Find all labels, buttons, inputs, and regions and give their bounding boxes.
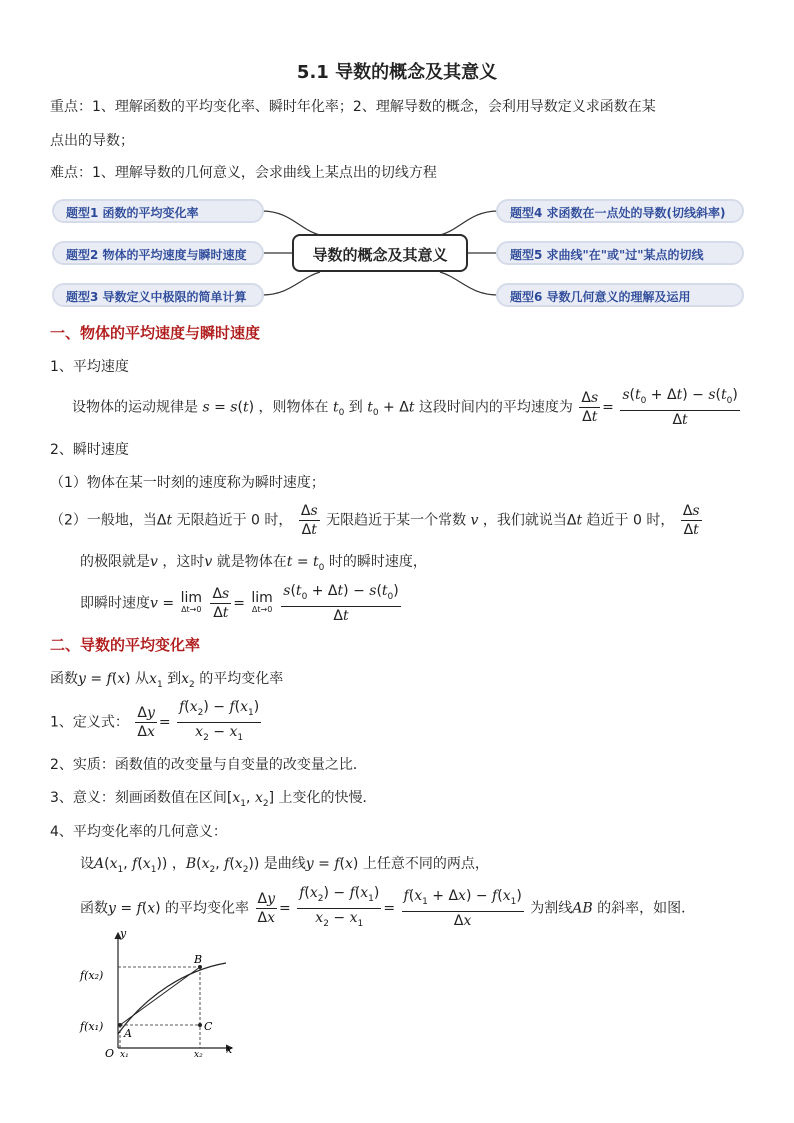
mindmap-center: 导数的概念及其意义	[292, 234, 468, 272]
avg-speed-title: 1、平均速度	[50, 359, 129, 375]
avg-rate-meaning: 3、意义：刻画函数值在区间[$x_1$, $x_2$] 上变化的快慢．	[50, 790, 377, 809]
mindmap-type-2: 题型2 物体的平均速度与瞬时速度	[52, 241, 264, 265]
x1-label: x₁	[120, 1050, 129, 1060]
mindmap-type-3: 题型3 导数定义中极限的简单计算	[52, 283, 264, 307]
fx1-label: f(x₁)	[80, 1020, 104, 1033]
y-axis-label: y	[120, 927, 127, 940]
geo-meaning-formula: 函数y = f(x) 的平均变化率 $\frac{\Delta y}{\Delta x}$ = $\frac{f(x_2) - f(x_1)}{x_2 - x_1}$ = $\frac{f(x_1 + \Delta x) - f(x_1)}{\Delta x}$ 为割线AB 的斜率，如图．	[80, 885, 696, 929]
geo-meaning-points: 设$A(x_1$, $f(x_1)$) ，$B(x_2$, $f(x_2)$) 是曲线y = f(x) 上任意不同的两点，	[80, 856, 489, 875]
section1-heading: 一、物体的平均速度与瞬时速度	[50, 324, 261, 342]
mindmap-type-4: 题型4 求函数在一点处的导数(切线斜率)	[496, 199, 744, 223]
key-points-line2: 点出的导数；	[50, 133, 134, 149]
inst-speed-title: 2、瞬时速度	[50, 442, 129, 458]
inst-speed-def-3: 的极限就是v ，这时v 就是物体在$t = t_0$ 时的瞬时速度，	[80, 554, 427, 573]
point-a	[118, 1023, 122, 1027]
mindmap-type-5: 题型5 求曲线"在"或"过"某点的切线	[496, 241, 744, 265]
difficult-points: 难点：1、理解导数的几何意义，会求曲线上某点出的切线方程	[50, 165, 437, 181]
mindmap-type-1: 题型1 函数的平均变化率	[52, 199, 264, 223]
point-c-label: C	[204, 1020, 213, 1033]
inst-speed-limit: 即瞬时速度v = lim Δt→0 $\frac{\Delta s}{\Delta t}$ = lim Δt→0 $\frac{s(t_0 + \Delta t) - s(t_0)}{\Delta t}$	[80, 583, 399, 624]
inst-speed-def-1: （1）物体在某一时刻的速度称为瞬时速度；	[50, 475, 325, 491]
section2-heading: 二、导数的平均变化率	[50, 636, 201, 654]
fx2-label: f(x₂)	[80, 969, 104, 982]
origin-label: O	[105, 1047, 115, 1060]
avg-rate-essence: 2、实质：函数值的改变量与自变量的改变量之比．	[50, 757, 367, 773]
mindmap-type-6: 题型6 导数几何意义的理解及运用	[496, 283, 744, 307]
avg-rate-intro: 函数y = f(x) 从$x_1$ 到$x_2$ 的平均变化率	[50, 671, 284, 690]
point-b-label: B	[194, 953, 203, 966]
inst-speed-def-2: （2）一般地，当Δt 无限趋近于 0 时， $\frac{\Delta s}{\Delta t}$ 无限趋近于某一个常数 v ，我们就说当Δt 趋近于 0 时， $\frac{\Delta s}{\Delta t}$	[50, 503, 700, 538]
geo-meaning-title: 4、平均变化率的几何意义：	[50, 824, 227, 840]
key-points-line1: 重点：1、理解函数的平均变化率、瞬时年化率；2、理解导数的概念，会利用导数定义求函数在某	[50, 99, 656, 115]
x-axis-label: x	[226, 1043, 233, 1056]
page-title: 5.1 导数的概念及其意义	[296, 62, 498, 83]
avg-speed-formula: 设物体的运动规律是 s = s(t) ，则物体在 $t_0$ 到 $t_0 + \Delta t$ 这段时间内的平均速度为 $\frac{\Delta s}{\Delta t}$ = $\frac{s(t_0 + \Delta t) - s(t_0)}{\Delta t}$	[72, 387, 738, 428]
secant-figure	[76, 925, 246, 1060]
point-c	[198, 1023, 202, 1027]
point-a-label: A	[124, 1027, 132, 1040]
x2-label: x₂	[194, 1050, 203, 1060]
avg-rate-definition: 1、定义式： $\frac{\Delta y}{\Delta x}$ = $\frac{f(x_2) - f(x_1)}{x_2 - x_1}$	[50, 699, 260, 743]
secant-line	[120, 967, 200, 1025]
